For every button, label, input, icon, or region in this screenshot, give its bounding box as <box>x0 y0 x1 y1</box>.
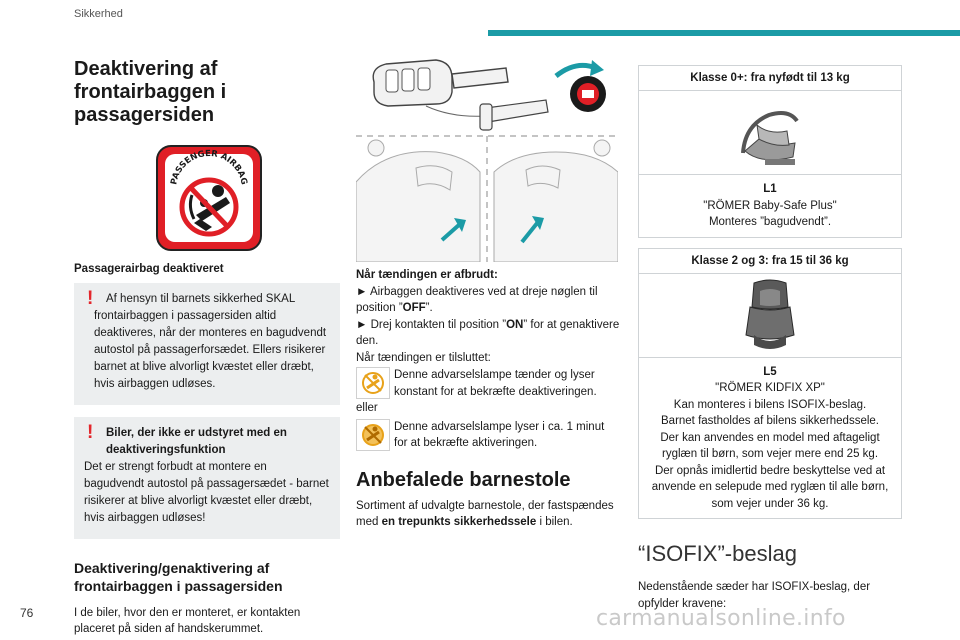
airbag-icon-label: PASSENGER AIRBAG <box>169 148 249 186</box>
seat-note: Barnet fastholdes af bilens sikkerhedssele. <box>661 415 879 427</box>
ignition-off-title: Når tændingen er afbrudt: <box>356 269 498 281</box>
seat-card-class-2-3 <box>638 248 902 520</box>
seat-code: L1 <box>763 183 777 195</box>
warning-box-2 <box>74 417 340 539</box>
page-title: Deaktivering af frontairbaggen i passagersiden <box>74 58 227 126</box>
recommended-seats-text: Sortiment af udvalgte barnestole, der fastspændes med en trepunkts sikkerhedssele i bilen. <box>356 499 614 528</box>
airbag-off-warning-lamp-icon <box>356 367 390 399</box>
watermark: carmanualsonline.info <box>596 606 846 631</box>
warning-2-text: Det er strengt forbudt at montere en bagudvendt autostol på passagersædet - barnet risikerer at blive alvorligt kvæstet eller dræbt, hvis airbaggen udløses! <box>84 461 329 524</box>
seat-note: Kan monteres i bilens ISOFIX-beslag. <box>673 398 867 411</box>
airbag-on-warning-lamp-icon <box>356 419 390 451</box>
seat-note: Monteres ”bagudvendt”. <box>708 216 832 228</box>
seat-model: "RÖMER Baby-Safe Plus" <box>703 199 837 212</box>
warning-1-first-line: Af hensyn til barnets sikkerhed SKAL <box>106 293 296 305</box>
booster-seat-image <box>639 274 901 358</box>
passenger-airbag-off-icon <box>156 145 262 251</box>
airbag-caption: Passagerairbag deaktiveret <box>74 263 224 275</box>
seat-card-class-0 <box>638 65 902 238</box>
or-text: eller <box>356 402 378 414</box>
subheading-deactivation: Deaktivering/genaktivering af frontairbaggen i passagersiden <box>74 560 283 594</box>
seat-card-body <box>639 175 901 237</box>
section-label: Sikkerhed <box>74 8 123 20</box>
ignition-on-title: Når tændingen er tilsluttet: <box>356 351 491 364</box>
column-3 <box>638 65 902 612</box>
lamp-off-text: Denne advarselslampe tænder og lyser konstant for at bekræfte deaktiveringen. <box>394 369 597 398</box>
isofix-heading: “ISOFIX”-beslag <box>638 541 797 566</box>
column-1 <box>74 58 340 637</box>
baby-seat-image <box>639 91 901 175</box>
lamp-row-on <box>356 419 620 452</box>
seat-note: Der opnås imidlertid bedre beskyttelse ved at anvende en selepude med ryglæn til alle børn, som vejer under 36 kg. <box>651 464 889 510</box>
step-deactivate: ► Airbaggen deaktiveres ved at dreje nøglen til position ”OFF”. <box>356 285 598 314</box>
seat-card-body <box>639 358 901 519</box>
isofix-text: Nedenstående sæder har ISOFIX-beslag, der opfylder kravene: <box>638 581 871 610</box>
warning-2-title: Biler, der ikke er udstyret med en deaktiveringsfunktion <box>106 427 287 456</box>
ignition-off-instructions <box>356 267 620 366</box>
seat-note: Der kan anvendes en model med aftageligt ryglæn til børn, som vejer mere end 25 kg. <box>660 431 880 460</box>
lamp-on-text: Denne advarselslampe lyser i ca. 1 minut for at bekræfte aktiveringen. <box>394 420 605 449</box>
seat-model: "RÖMER KIDFIX XP" <box>715 382 825 394</box>
step-reactivate: ► Drej kontakten til position ”ON” for at genaktivere den. <box>356 318 620 347</box>
seat-card-heading: Klasse 0+: fra nyfødt til 13 kg <box>639 66 901 91</box>
header-accent-bar <box>488 30 960 36</box>
seat-code: L5 <box>763 365 777 378</box>
seat-card-heading: Klasse 2 og 3: fra 15 til 36 kg <box>639 249 901 274</box>
warning-1-text: frontairbaggen i passagersiden altid deaktiveres, når der monteres en bagudvendt autostol på passagerforsædet. Ellers risikerer barnet at blive alvorligt kvæstet eller dræbt, hvis airbaggen udløses. <box>94 310 327 390</box>
lamp-row-off <box>356 367 620 400</box>
airbag-switch-illustration <box>356 52 618 262</box>
switch-location-text: I de biler, hvor den er monteret, er kontakten placeret på siden af handskerummet. <box>74 607 301 635</box>
column-2 <box>356 52 620 531</box>
recommended-seats-heading: Anbefalede barnestole <box>356 468 571 491</box>
warning-icon: ! <box>87 288 94 309</box>
page-number: 76 <box>20 606 34 620</box>
warning-box-1 <box>74 283 340 405</box>
warning-icon: ! <box>87 422 94 443</box>
